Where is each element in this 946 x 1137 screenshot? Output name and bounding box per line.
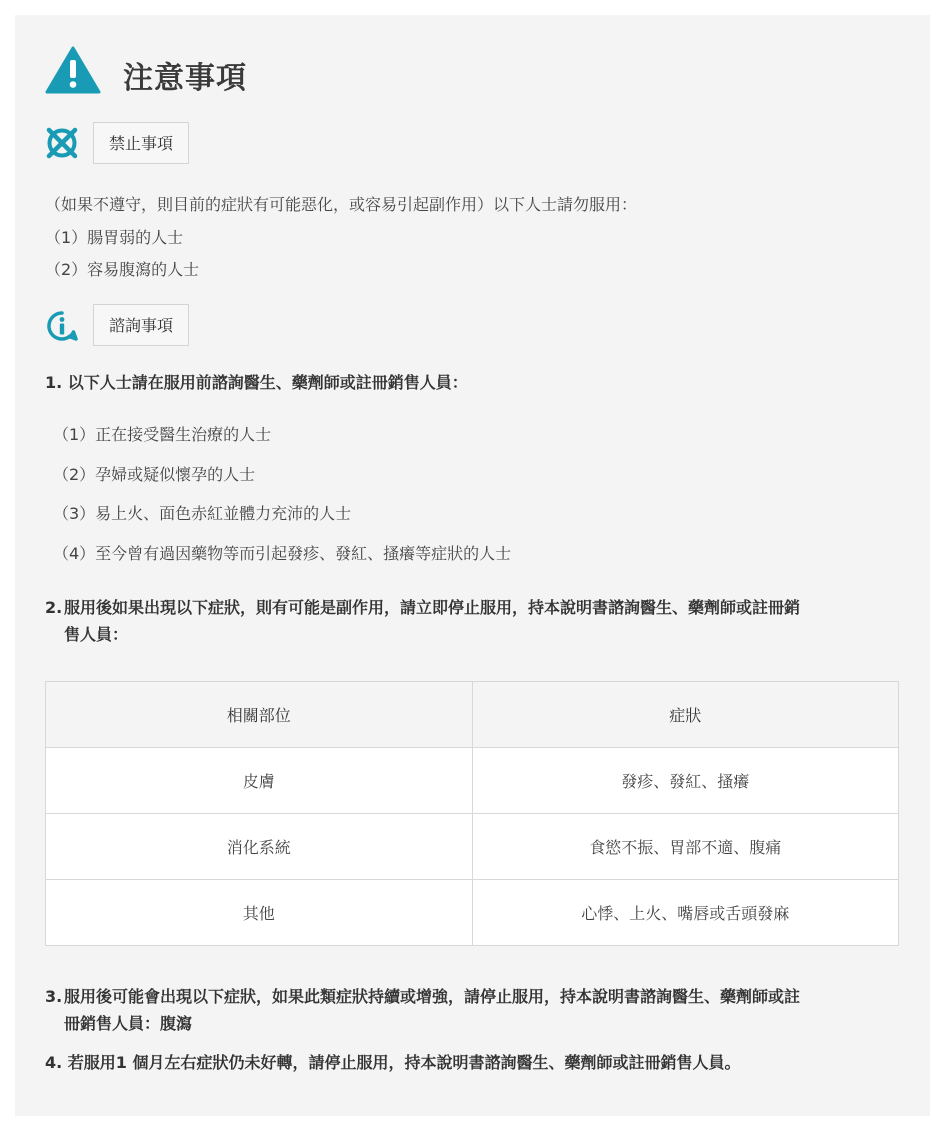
consult-item: （3）易上火、面色赤紅並體力充沛的人士 [53, 504, 352, 523]
consult-item: （1）正在接受醫生治療的人士 [53, 425, 272, 444]
table-header-row [46, 682, 899, 748]
consult-point-1: 1. 以下人士請在服用前諮詢醫生、藥劑師或註冊銷售人員： [45, 373, 468, 392]
table-row [46, 880, 899, 946]
consult-point-2 [45, 594, 905, 648]
table-cell: 皮膚 [46, 748, 473, 814]
table-cell: 食慾不振、胃部不適、腹痛 [472, 814, 899, 880]
warning-triangle-icon [45, 46, 101, 94]
symptom-table [45, 681, 899, 946]
prohibited-item: （1）腸胃弱的人士 [45, 228, 184, 247]
prohibited-x-circle-icon [45, 126, 79, 160]
point-line: 售人員： [64, 625, 129, 644]
info-circle-icon [45, 309, 79, 343]
column-header: 相關部位 [46, 682, 473, 748]
prohibited-item: （2）容易腹瀉的人士 [45, 260, 200, 279]
prohibited-intro: （如果不遵守，則目前的症狀有可能惡化，或容易引起副作用）以下人士請勿服用： [45, 195, 638, 214]
notice-panel [15, 15, 930, 1116]
table-cell: 其他 [46, 880, 473, 946]
table-cell: 心悸、上火、嘴唇或舌頭發麻 [472, 880, 899, 946]
table-row [46, 814, 899, 880]
point-number: 2. [45, 598, 63, 617]
column-header: 症狀 [472, 682, 899, 748]
consult-item: （4）至今曾有過因藥物等而引起發疹、發紅、搔癢等症狀的人士 [53, 544, 512, 563]
point-line: 服用後可能會出現以下症狀，如果此類症狀持續或增強，請停止服用，持本說明書諮詢醫生、藥劑師或註 [64, 987, 801, 1006]
point-number: 3. [45, 987, 63, 1006]
page-title: 注意事項 [123, 61, 247, 96]
table-cell: 發疹、發紅、搔癢 [472, 748, 899, 814]
table-cell: 消化系統 [46, 814, 473, 880]
prohibited-tag: 禁止事項 [93, 122, 189, 164]
point-line: 冊銷售人員：腹瀉 [64, 1014, 193, 1033]
consult-point-3 [45, 983, 905, 1037]
consult-point-4: 4. 若服用1 個月左右症狀仍未好轉，請停止服用，持本說明書諮詢醫生、藥劑師或註冊銷售人員。 [45, 1053, 741, 1072]
consult-item: （2）孕婦或疑似懷孕的人士 [53, 465, 256, 484]
point-line: 服用後如果出現以下症狀，則有可能是副作用，請立即停止服用，持本說明書諮詢醫生、藥劑師或註冊銷 [64, 598, 801, 617]
consult-tag: 諮詢事項 [93, 304, 189, 346]
table-row [46, 748, 899, 814]
